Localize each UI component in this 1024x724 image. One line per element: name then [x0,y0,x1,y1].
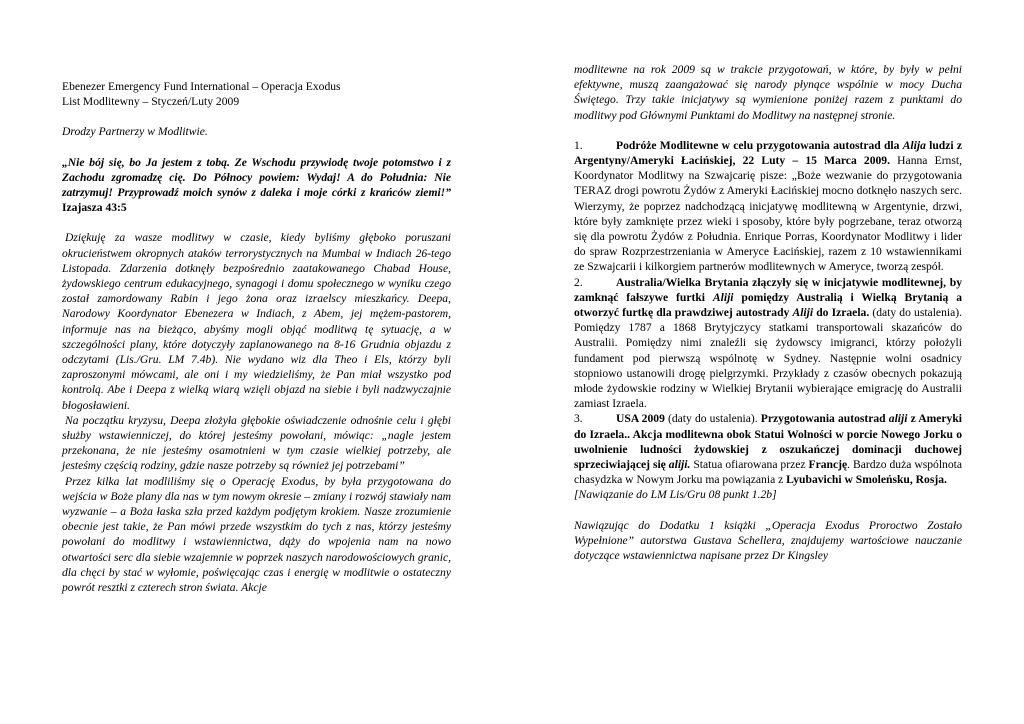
salutation: Drodzy Partnerzy w Modlitwie. [62,125,208,139]
list-item-2: 2. Australia/Wielka Brytania złączyły się w inicjatywie modlitewnej, by zamknąć fałszywe furtki Aliji pomiędzy Australią i Wielką Brytanią a otworzyć furtkę dla prawdziwej autostrady Aliji do Izraela. (daty do ustalenia). Pomiędzy 1787 a 1868 Brytyjczycy statkami transportowali skazańców do Australii. Pomiędzy nimi znaleźli się żydowscy imigranci, którzy położyli fundament pod pierwszą wspólnotę w Sydney. Następnie wolni osadnicy stopniowo ustanowili drogę pielgrzymki. Przykłady z czasów obecnych pokazują młode żydowskie rodziny w Wielkiej Brytanii wybierające emigrację do Australii zamiast Izraela. [574,275,962,411]
item-1-number: 1. [574,138,583,152]
item-3-reference: [Nawiązanie do LM Lis/Gru 08 punkt 1.2b] [574,488,777,502]
intro-paragraph: modlitewne na rok 2009 są w trakcie przygotowań, w które, by były w pełni efektywne, muszą zaangażować się narody płynące wspólnie w mocy Ducha Świętego. Trzy takie inicjatywy są wymienione poniżej razem z punktami do modlitwy pod Głównymi Punktami do Modlitwy na następnej stronie. [574,63,962,122]
list-item-3: 3. USA 2009 (daty do ustalenia). Przygotowania autostrad aliji z Ameryki do Izraela.. Akcja modlitewna obok Statui Wolności w porcie Nowego Jorku o uwolnienie ludności żydowskiej z oszukańczej dominacji duchowej sprzeciwiającej się aliji. Statua ofiarowana przez Francję. Bardzo duża wspólnota chasydzka w Nowym Jorku ma powiązania z Lyubavichi w Smoleńsku, Rosja. [574,412,963,487]
closing-paragraph: Nawiązując do Dodatku 1 książki „Operacja Exodus Proroctwo Zostało Wypełnione” autorstwa Gustava Schellera, znajdujemy wartościowe nauczanie dotyczące wstawiennictwa napisane przez Dr Kingsley [574,518,962,563]
scripture-quote [62,155,451,216]
right-column [574,62,962,563]
item-3-number: 3. [574,412,583,426]
left-column [62,79,451,595]
quote-text: „Nie bój się, bo Ja jestem z tobą. Ze Wschodu przywiodę twoje potomstwo i z Zachodu zgromadzę cię. Do Północy powiem: Wydaj! A do Południa: Nie zatrzymuj! Przyprowadź moich synów z daleka i moje córki z krańców ziemi!” [62,155,451,200]
header-line-2: List Modlitewny – Styczeń/Luty 2009 [62,95,240,109]
paragraph-3: Przez kilka lat modliliśmy się o Operację Exodus, by była przygotowana do wejścia w Boże plany dla nas w tym nowym okresie – zmiany i rozwój stawiały nam wyzwanie – a Boża łaska szła przed każdym podjętym krokiem. Nasze zrozumienie obecnie jest takie, że Pan mówi przede wszystkim do tych z nas, którzy jesteśmy powołani do modlitwy i wstawiennictwa, dąży do wpojenia nam na nowo otwartości serc dla siebie wzajemnie w poprzek naszych narodowościowych granic, dla chęci by stać w wyłomie, poświęcając czas i energię w modlitwie o ostateczny powrót resztki z czterech stron świata. Akcje [62,474,451,595]
header-line-1: Ebenezer Emergency Fund International – Operacja Exodus [62,80,341,93]
item-2-number: 2. [574,275,583,289]
paragraph-1: Dziękuję za wasze modlitwy w czasie, kiedy byliśmy głęboko poruszani okrucieństwem okropnych ataków terrorystycznych na Mumbai w Indiach 26-tego Listopada. Zdarzenia dotknęły bezpośrednio zaatakowanego Chabad House, żydowskiego centrum edukacyjnego, synagogi i domu społecznego w wyniku czego został zamordowany Rabin i jego żona oraz izraelscy mieszkańcy. Deepa, Narodowy Koordynator Ebenezera w Indiach, z Abem, jej mężem-pastorem, informuje nas na bieżąco, abyśmy mogli objąć modlitwą tę sytuację, a w szczególności plany, które dotyczyły zaplanowanego na 8-16 Grudnia objazdu z odczytami (Lis./Gru. LM 7.4b). Nie wydano wiz dla Theo i Els, którzy byli zaproszonymi mówcami, ale oni i my wiedzieliśmy, że Pan miał wszystko pod kontrolą. Abe i Deepa z wielką wiarą wzięli objazd na siebie i byli nadzwyczajnie błogosławieni. [62,231,451,412]
paragraph-2: Na początku kryzysu, Deepa złożyła głębokie oświadczenie odnośnie celu i głębi służby wstawienniczej, do której jesteśmy powołani, mówiąc: „nagle jestem przekonana, że nie jesteśmy osamotnieni w tym czasie wielkiej potrzeby, ale jesteśmy częścią rodziny, gdzie nasze potrzeby są również jej potrzebami” [62,413,451,473]
list-item-1: 1. Podróże Modlitewne w celu przygotowania autostrad dla Alija ludzi z Argentyny/Ameryki Łacińskiej, 22 Luty – 15 Marca 2009. Hanna Ernst, Koordynator Modlitwy na Szwajcarię pisze: „Boże wezwanie do przygotowania TERAZ drogi powrotu Żydów z Ameryki Łacińskiej mocno dotknęło naszych serc. Wierzymy, że poprzez nadchodzącą inicjatywę modlitewną w Argentynie, drzwi, które były zamknięte przez wieki i sposoby, które były pogrzebane, teraz otworzą się dla powrotu Żydów z Południa. Enrique Porras, Koordynator Modlitwy i lider do spraw Rozprzestrzeniania w Ameryce Łacińskiej, razem z 10 wstawiennikami ze Szwajcarii i kilkorgiem partnerów modlitewnych w Ameryce, tworzą zespół. [574,138,962,274]
quote-reference: Izajasza 43:5 [62,201,127,215]
